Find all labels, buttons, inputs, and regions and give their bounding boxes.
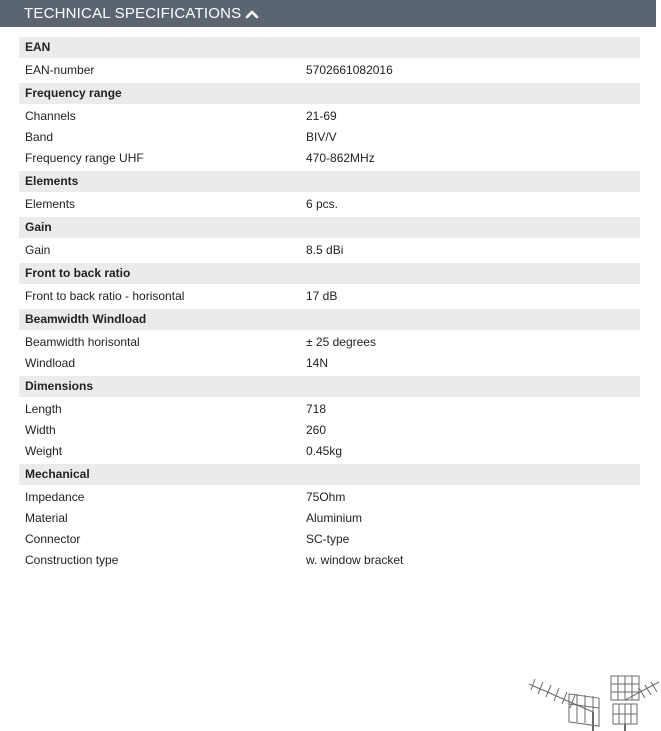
spec-row: [19, 508, 640, 529]
spec-row: [19, 332, 640, 353]
spec-label: Frequency range UHF: [25, 151, 144, 165]
spec-value: Aluminium: [306, 511, 363, 525]
group-heading: EAN: [19, 37, 640, 58]
spec-group-gain: [19, 217, 640, 261]
section-title: TECHNICAL SPECIFICATIONS: [24, 5, 242, 22]
spec-label: Gain: [25, 243, 51, 257]
spec-row: [19, 194, 640, 215]
group-heading: Frequency range: [19, 83, 640, 104]
spec-value: 14N: [306, 356, 329, 370]
spec-value: 17 dB: [306, 289, 338, 303]
spec-row: [19, 420, 640, 441]
spec-label: Impedance: [25, 490, 85, 504]
spec-row: [19, 240, 640, 261]
spec-row: [19, 127, 640, 148]
spec-label: Connector: [25, 532, 81, 546]
group-heading: Dimensions: [19, 376, 640, 397]
spec-row: [19, 60, 640, 81]
spec-value: 0.45kg: [306, 444, 343, 458]
spec-value: 5702661082016: [306, 63, 393, 77]
group-heading: Front to back ratio: [19, 263, 640, 284]
spec-value: 470-862MHz: [306, 151, 375, 165]
antenna-image[interactable]: [527, 670, 661, 731]
spec-value: 21-69: [306, 109, 337, 123]
spec-label: Construction type: [25, 553, 119, 567]
spec-row: [19, 148, 640, 169]
spec-row: [19, 286, 640, 307]
spec-group-mechanical: [19, 464, 640, 571]
spec-row: [19, 441, 640, 462]
spec-label: EAN-number: [25, 63, 95, 77]
spec-row: [19, 487, 640, 508]
spec-value: 75Ohm: [306, 490, 346, 504]
spec-value: 8.5 dBi: [306, 243, 344, 257]
spec-group-front-to-back-ratio: [19, 263, 640, 307]
spec-value: 260: [306, 423, 327, 437]
spec-group-frequency-range: [19, 83, 640, 169]
spec-group-beamwidth-windload: [19, 309, 640, 374]
spec-group-dimensions: [19, 376, 640, 462]
spec-value: 718: [306, 402, 327, 416]
spec-label: Front to back ratio - horisontal: [25, 289, 185, 303]
spec-value: 6 pcs.: [306, 197, 339, 211]
spec-value: ± 25 degrees: [306, 335, 376, 349]
spec-row: [19, 529, 640, 550]
spec-group-elements: [19, 171, 640, 215]
spec-label: Width: [25, 423, 56, 437]
spec-label: Channels: [25, 109, 76, 123]
spec-row: [19, 399, 640, 420]
specs-section-toggle[interactable]: [0, 0, 656, 27]
spec-value: BIV/V: [306, 130, 337, 144]
spec-value: SC-type: [306, 532, 350, 546]
spec-row: [19, 353, 640, 374]
group-heading: Elements: [19, 171, 640, 192]
spec-label: Band: [25, 130, 54, 144]
spec-label: Weight: [25, 444, 63, 458]
spec-label: Material: [25, 511, 68, 525]
spec-label: Length: [25, 402, 62, 416]
group-heading: Mechanical: [19, 464, 640, 485]
chevron-up-icon: [245, 9, 259, 19]
spec-group-ean: [19, 37, 640, 81]
spec-row: [19, 550, 640, 571]
spec-row: [19, 106, 640, 127]
spec-label: Windload: [25, 356, 76, 370]
specifications-table: [19, 37, 640, 571]
group-heading: Beamwidth Windload: [19, 309, 640, 330]
spec-value: w. window bracket: [306, 553, 404, 567]
spec-label: Elements: [25, 197, 76, 211]
group-heading: Gain: [19, 217, 640, 238]
spec-label: Beamwidth horisontal: [25, 335, 140, 349]
